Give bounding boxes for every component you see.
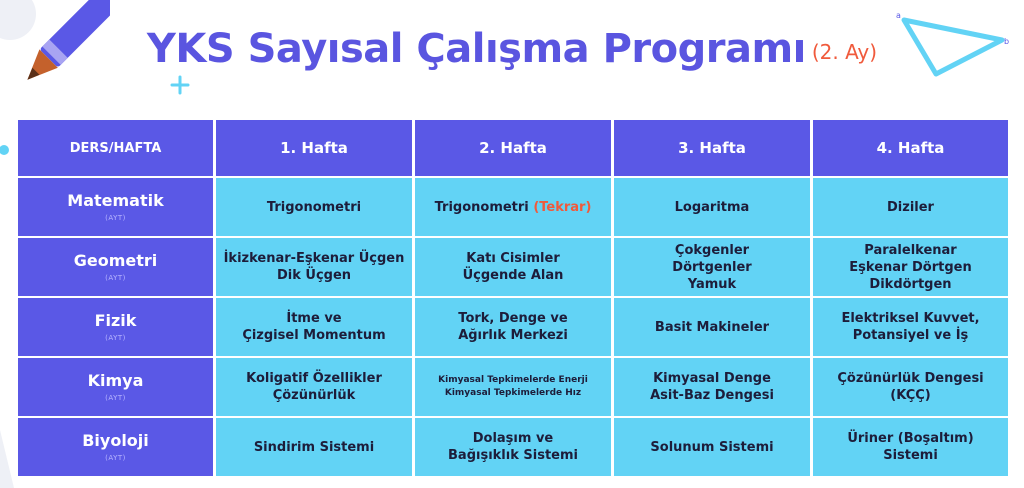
subject-matematik bbox=[18, 178, 213, 236]
topic-line: Logaritma bbox=[674, 199, 750, 215]
topic-line: Koligatif Özellikler bbox=[246, 371, 382, 386]
topic-cell bbox=[614, 298, 810, 356]
subject-tag: (AYT) bbox=[105, 214, 126, 222]
topic-line: Elektriksel Kuvvet, bbox=[841, 311, 980, 326]
subject-kimya bbox=[18, 358, 213, 416]
topic-cell bbox=[415, 238, 611, 296]
topic-line: Solunum Sistemi bbox=[650, 439, 774, 455]
topic-cell bbox=[216, 298, 412, 356]
plus-icon bbox=[169, 74, 191, 96]
subject-name: Biyoloji bbox=[82, 431, 149, 450]
corner-shape-icon bbox=[0, 430, 20, 488]
topic-cell bbox=[415, 358, 611, 416]
topic-line: İkizkenar-Eşkenar Üçgen bbox=[223, 251, 405, 266]
corner-header: DERS/HAFTA bbox=[18, 120, 213, 176]
topic-cell bbox=[216, 418, 412, 476]
subject-fizik bbox=[18, 298, 213, 356]
topic-cell bbox=[614, 178, 810, 236]
subject-name: Matematik bbox=[67, 191, 164, 210]
subject-name: Fizik bbox=[94, 311, 137, 330]
topic-line: Çözünürlük Dengesi bbox=[837, 371, 984, 386]
topic-line: Dolaşım ve bbox=[472, 431, 554, 446]
topic-line: Üçgende Alan bbox=[462, 268, 564, 283]
topic-line: Basit Makineler bbox=[654, 319, 770, 335]
topic-line: Dikdörtgen bbox=[869, 276, 952, 292]
title-main: YKS Sayısal Çalışma Programı bbox=[146, 26, 806, 72]
week-header-1: 1. Hafta bbox=[216, 120, 412, 176]
topic-line: Üriner (Boşaltım) bbox=[847, 431, 974, 446]
subject-name: Geometri bbox=[73, 251, 158, 270]
topic-line: Sistemi bbox=[883, 448, 938, 463]
topic-line: Dik Üçgen bbox=[276, 268, 352, 283]
week-header-4: 4. Hafta bbox=[813, 120, 1008, 176]
topic-line: Yamuk bbox=[687, 276, 737, 292]
topic-line: Kimyasal Tepkimelerde Hız bbox=[444, 388, 582, 398]
topic-line: Çözünürlük bbox=[272, 388, 356, 403]
week-header-2: 2. Hafta bbox=[415, 120, 611, 176]
subject-tag: (AYT) bbox=[105, 334, 126, 342]
subject-name: Kimya bbox=[87, 371, 144, 390]
subject-biyoloji bbox=[18, 418, 213, 476]
topic-line: Çizgisel Momentum bbox=[242, 328, 386, 343]
topic-line: Sindirim Sistemi bbox=[253, 439, 375, 455]
topic-line: Paralelkenar bbox=[864, 242, 957, 258]
subject-geometri bbox=[18, 238, 213, 296]
dot-icon bbox=[0, 144, 12, 156]
topic-line: Tork, Denge ve bbox=[458, 311, 568, 326]
review-tag: (Tekrar) bbox=[533, 199, 592, 215]
topic-cell bbox=[216, 238, 412, 296]
topic-line: Katı Cisimler bbox=[466, 251, 560, 266]
title-month: (2. Ay) bbox=[811, 40, 878, 64]
topic-line: Bağışıklık Sistemi bbox=[448, 448, 578, 463]
topic-cell bbox=[813, 418, 1008, 476]
subject-tag: (AYT) bbox=[105, 454, 126, 462]
week-header-3: 3. Hafta bbox=[614, 120, 810, 176]
subject-tag: (AYT) bbox=[105, 394, 126, 402]
topic-line: İtme ve bbox=[286, 311, 342, 326]
topic-line: Asit-Baz Dengesi bbox=[650, 388, 774, 403]
svg-text:b: b bbox=[1004, 37, 1010, 46]
schedule-table bbox=[18, 120, 1006, 476]
topic-line: Kimyasal Tepkimelerde Enerji bbox=[438, 375, 588, 385]
subject-tag: (AYT) bbox=[105, 274, 126, 282]
topic-line: Trigonometri bbox=[266, 199, 362, 215]
topic-cell bbox=[614, 418, 810, 476]
topic-line: Kimyasal Denge bbox=[653, 371, 771, 386]
topic-cell bbox=[813, 358, 1008, 416]
page-title bbox=[0, 26, 1024, 72]
topic-line: Diziler bbox=[887, 199, 934, 215]
topic-line: (KÇÇ) bbox=[890, 388, 931, 403]
topic-cell bbox=[614, 238, 810, 296]
topic-cell bbox=[415, 178, 611, 236]
topic-cell bbox=[216, 358, 412, 416]
topic-line: Trigonometri bbox=[434, 199, 529, 215]
topic-cell bbox=[415, 418, 611, 476]
topic-cell bbox=[813, 238, 1008, 296]
topic-cell bbox=[216, 178, 412, 236]
topic-line: Ağırlık Merkezi bbox=[458, 328, 568, 343]
topic-cell bbox=[813, 298, 1008, 356]
topic-line: Eşkenar Dörtgen bbox=[849, 259, 972, 275]
topic-cell bbox=[813, 178, 1008, 236]
topic-cell bbox=[614, 358, 810, 416]
svg-text:a: a bbox=[896, 11, 901, 20]
topic-cell bbox=[415, 298, 611, 356]
topic-line: Dörtgenler bbox=[672, 259, 752, 275]
topic-line: Potansiyel ve İş bbox=[852, 328, 969, 343]
topic-line: Çokgenler bbox=[674, 242, 750, 258]
